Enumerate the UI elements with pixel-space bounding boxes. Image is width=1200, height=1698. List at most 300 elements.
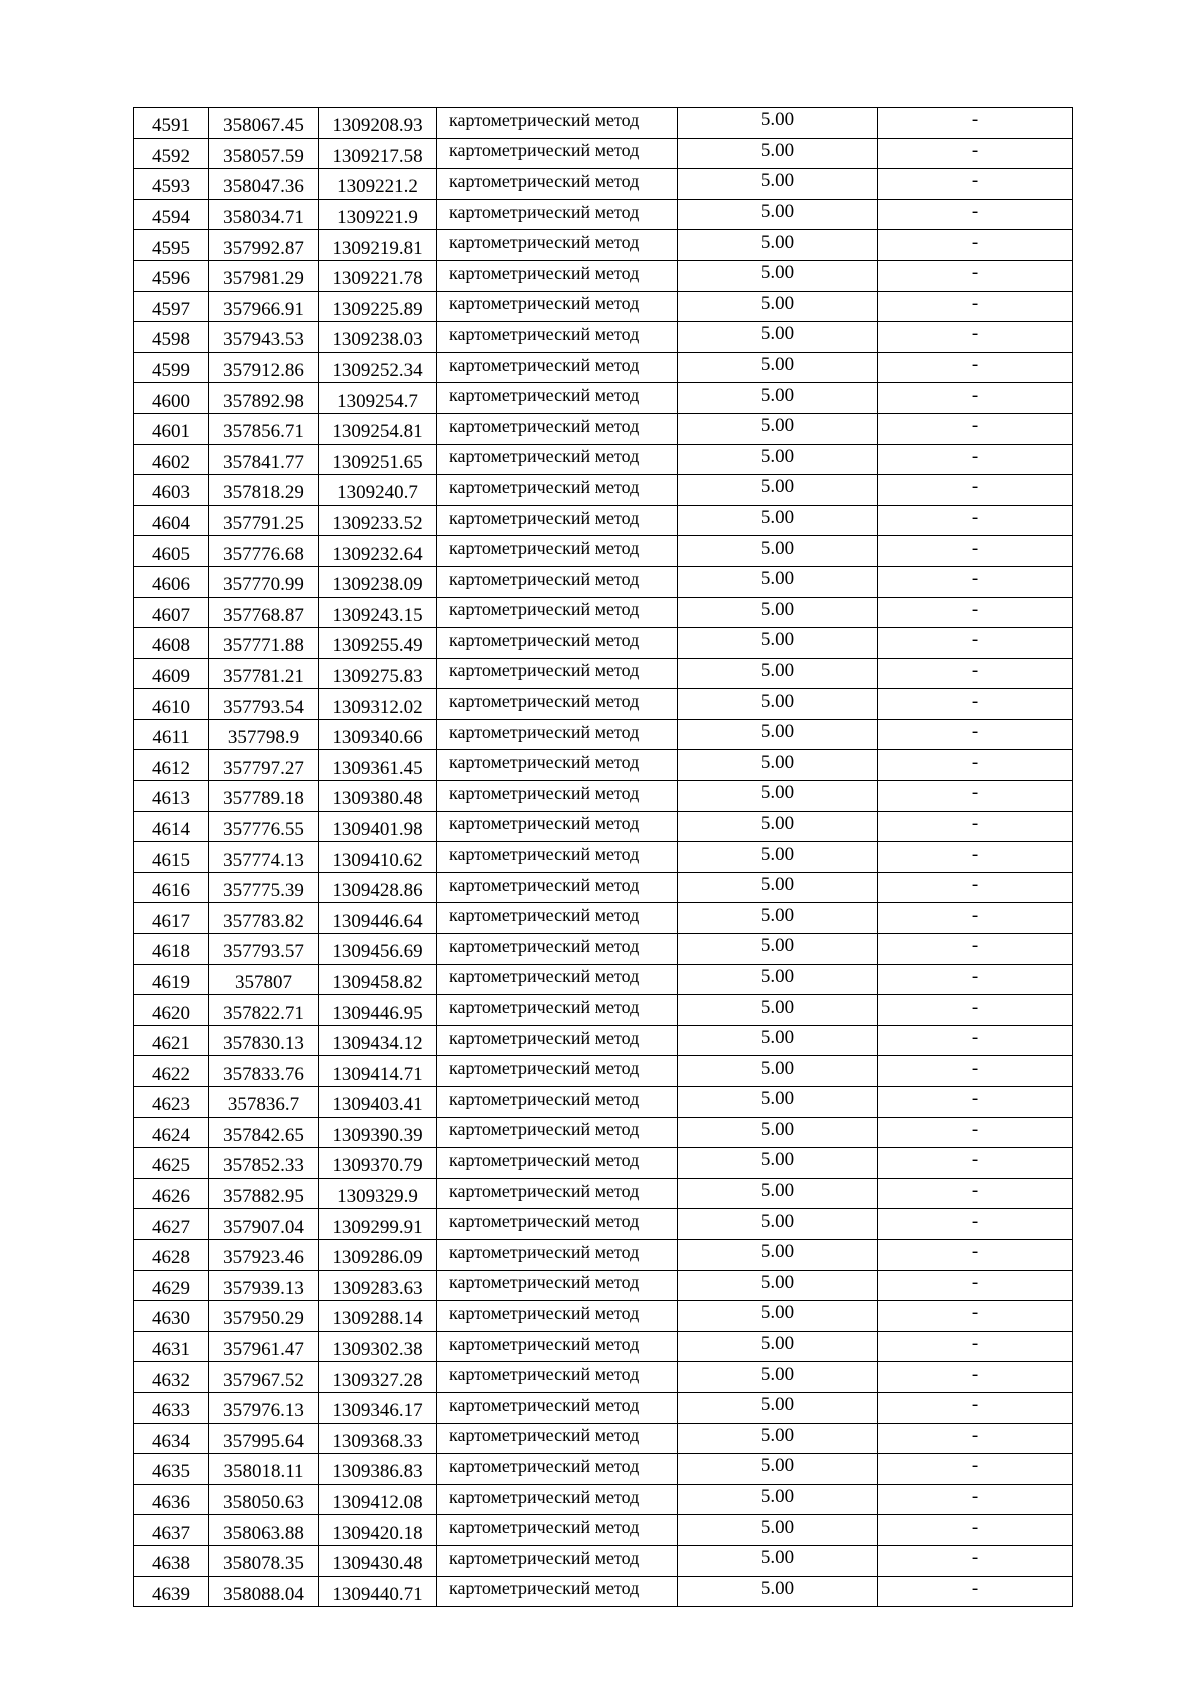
description-cell: - xyxy=(878,1576,1073,1607)
point-number-cell: 4628 xyxy=(134,1239,209,1270)
table-row xyxy=(134,1148,1073,1179)
method-cell: картометрический метод xyxy=(437,352,678,383)
point-number-cell: 4610 xyxy=(134,689,209,720)
y-coordinate-cell: 1309302.38 xyxy=(319,1331,437,1362)
accuracy-cell: 5.00 xyxy=(678,1148,878,1179)
table-row xyxy=(134,169,1073,200)
method-cell: картометрический метод xyxy=(437,1515,678,1546)
y-coordinate-cell: 1309428.86 xyxy=(319,872,437,903)
accuracy-cell: 5.00 xyxy=(678,872,878,903)
y-coordinate-cell: 1309217.58 xyxy=(319,138,437,169)
accuracy-cell: 5.00 xyxy=(678,1025,878,1056)
description-cell: - xyxy=(878,566,1073,597)
y-coordinate-cell: 1309368.33 xyxy=(319,1423,437,1454)
x-coordinate-cell: 357943.53 xyxy=(209,322,319,353)
x-coordinate-cell: 357793.57 xyxy=(209,934,319,965)
accuracy-cell: 5.00 xyxy=(678,811,878,842)
accuracy-cell: 5.00 xyxy=(678,413,878,444)
y-coordinate-cell: 1309410.62 xyxy=(319,842,437,873)
y-coordinate-cell: 1309380.48 xyxy=(319,781,437,812)
table-row xyxy=(134,1178,1073,1209)
y-coordinate-cell: 1309361.45 xyxy=(319,750,437,781)
x-coordinate-cell: 357961.47 xyxy=(209,1331,319,1362)
y-coordinate-cell: 1309458.82 xyxy=(319,964,437,995)
table-row xyxy=(134,658,1073,689)
x-coordinate-cell: 357830.13 xyxy=(209,1025,319,1056)
x-coordinate-cell: 357775.39 xyxy=(209,872,319,903)
table-row xyxy=(134,1239,1073,1270)
table-row xyxy=(134,1576,1073,1607)
point-number-cell: 4592 xyxy=(134,138,209,169)
point-number-cell: 4606 xyxy=(134,566,209,597)
y-coordinate-cell: 1309232.64 xyxy=(319,536,437,567)
accuracy-cell: 5.00 xyxy=(678,1576,878,1607)
point-number-cell: 4625 xyxy=(134,1148,209,1179)
point-number-cell: 4631 xyxy=(134,1331,209,1362)
table-row xyxy=(134,964,1073,995)
method-cell: картометрический метод xyxy=(437,1209,678,1240)
description-cell: - xyxy=(878,291,1073,322)
point-number-cell: 4605 xyxy=(134,536,209,567)
y-coordinate-cell: 1309434.12 xyxy=(319,1025,437,1056)
point-number-cell: 4615 xyxy=(134,842,209,873)
description-cell: - xyxy=(878,1331,1073,1362)
point-number-cell: 4603 xyxy=(134,475,209,506)
table-row xyxy=(134,230,1073,261)
table-row xyxy=(134,1423,1073,1454)
table-row xyxy=(134,260,1073,291)
y-coordinate-cell: 1309327.28 xyxy=(319,1362,437,1393)
accuracy-cell: 5.00 xyxy=(678,903,878,934)
description-cell: - xyxy=(878,934,1073,965)
method-cell: картометрический метод xyxy=(437,169,678,200)
description-cell: - xyxy=(878,1056,1073,1087)
point-number-cell: 4612 xyxy=(134,750,209,781)
table-row xyxy=(134,1545,1073,1576)
point-number-cell: 4633 xyxy=(134,1392,209,1423)
table-row xyxy=(134,352,1073,383)
description-cell: - xyxy=(878,1148,1073,1179)
description-cell: - xyxy=(878,444,1073,475)
y-coordinate-cell: 1309329.9 xyxy=(319,1178,437,1209)
y-coordinate-cell: 1309238.09 xyxy=(319,566,437,597)
method-cell: картометрический метод xyxy=(437,1484,678,1515)
method-cell: картометрический метод xyxy=(437,934,678,965)
table-row xyxy=(134,566,1073,597)
y-coordinate-cell: 1309240.7 xyxy=(319,475,437,506)
accuracy-cell: 5.00 xyxy=(678,1454,878,1485)
accuracy-cell: 5.00 xyxy=(678,322,878,353)
accuracy-cell: 5.00 xyxy=(678,1239,878,1270)
point-number-cell: 4609 xyxy=(134,658,209,689)
method-cell: картометрический метод xyxy=(437,964,678,995)
point-number-cell: 4602 xyxy=(134,444,209,475)
method-cell: картометрический метод xyxy=(437,750,678,781)
accuracy-cell: 5.00 xyxy=(678,1087,878,1118)
point-number-cell: 4620 xyxy=(134,995,209,1026)
accuracy-cell: 5.00 xyxy=(678,964,878,995)
x-coordinate-cell: 357939.13 xyxy=(209,1270,319,1301)
table-row xyxy=(134,1331,1073,1362)
y-coordinate-cell: 1309252.34 xyxy=(319,352,437,383)
x-coordinate-cell: 357966.91 xyxy=(209,291,319,322)
x-coordinate-cell: 357771.88 xyxy=(209,628,319,659)
table-row xyxy=(134,750,1073,781)
x-coordinate-cell: 357842.65 xyxy=(209,1117,319,1148)
point-number-cell: 4630 xyxy=(134,1301,209,1332)
description-cell: - xyxy=(878,719,1073,750)
y-coordinate-cell: 1309346.17 xyxy=(319,1392,437,1423)
table-row xyxy=(134,322,1073,353)
accuracy-cell: 5.00 xyxy=(678,781,878,812)
method-cell: картометрический метод xyxy=(437,1392,678,1423)
point-number-cell: 4608 xyxy=(134,628,209,659)
method-cell: картометрический метод xyxy=(437,138,678,169)
x-coordinate-cell: 357992.87 xyxy=(209,230,319,261)
accuracy-cell: 5.00 xyxy=(678,1056,878,1087)
description-cell: - xyxy=(878,1239,1073,1270)
table-row xyxy=(134,1270,1073,1301)
x-coordinate-cell: 358047.36 xyxy=(209,169,319,200)
point-number-cell: 4591 xyxy=(134,108,209,139)
description-cell: - xyxy=(878,597,1073,628)
x-coordinate-cell: 358067.45 xyxy=(209,108,319,139)
y-coordinate-cell: 1309221.9 xyxy=(319,199,437,230)
y-coordinate-cell: 1309401.98 xyxy=(319,811,437,842)
y-coordinate-cell: 1309275.83 xyxy=(319,658,437,689)
point-number-cell: 4623 xyxy=(134,1087,209,1118)
description-cell: - xyxy=(878,1178,1073,1209)
table-row xyxy=(134,719,1073,750)
description-cell: - xyxy=(878,413,1073,444)
method-cell: картометрический метод xyxy=(437,1056,678,1087)
method-cell: картометрический метод xyxy=(437,475,678,506)
x-coordinate-cell: 358018.11 xyxy=(209,1454,319,1485)
y-coordinate-cell: 1309312.02 xyxy=(319,689,437,720)
point-number-cell: 4636 xyxy=(134,1484,209,1515)
description-cell: - xyxy=(878,995,1073,1026)
table-row xyxy=(134,872,1073,903)
y-coordinate-cell: 1309254.81 xyxy=(319,413,437,444)
method-cell: картометрический метод xyxy=(437,1423,678,1454)
point-number-cell: 4597 xyxy=(134,291,209,322)
table-row xyxy=(134,597,1073,628)
point-number-cell: 4638 xyxy=(134,1545,209,1576)
description-cell: - xyxy=(878,475,1073,506)
y-coordinate-cell: 1309221.78 xyxy=(319,260,437,291)
x-coordinate-cell: 358034.71 xyxy=(209,199,319,230)
accuracy-cell: 5.00 xyxy=(678,230,878,261)
x-coordinate-cell: 357836.7 xyxy=(209,1087,319,1118)
method-cell: картометрический метод xyxy=(437,291,678,322)
x-coordinate-cell: 357856.71 xyxy=(209,413,319,444)
description-cell: - xyxy=(878,322,1073,353)
accuracy-cell: 5.00 xyxy=(678,995,878,1026)
y-coordinate-cell: 1309403.41 xyxy=(319,1087,437,1118)
method-cell: картометрический метод xyxy=(437,1087,678,1118)
accuracy-cell: 5.00 xyxy=(678,1423,878,1454)
method-cell: картометрический метод xyxy=(437,597,678,628)
table-row xyxy=(134,1209,1073,1240)
accuracy-cell: 5.00 xyxy=(678,505,878,536)
table-row xyxy=(134,781,1073,812)
method-cell: картометрический метод xyxy=(437,199,678,230)
method-cell: картометрический метод xyxy=(437,1545,678,1576)
y-coordinate-cell: 1309440.71 xyxy=(319,1576,437,1607)
table-row xyxy=(134,505,1073,536)
coordinates-table xyxy=(133,107,1073,1607)
method-cell: картометрический метод xyxy=(437,995,678,1026)
point-number-cell: 4629 xyxy=(134,1270,209,1301)
y-coordinate-cell: 1309251.65 xyxy=(319,444,437,475)
description-cell: - xyxy=(878,1025,1073,1056)
accuracy-cell: 5.00 xyxy=(678,352,878,383)
x-coordinate-cell: 357923.46 xyxy=(209,1239,319,1270)
method-cell: картометрический метод xyxy=(437,1025,678,1056)
table-row xyxy=(134,1117,1073,1148)
x-coordinate-cell: 357822.71 xyxy=(209,995,319,1026)
method-cell: картометрический метод xyxy=(437,1178,678,1209)
accuracy-cell: 5.00 xyxy=(678,1484,878,1515)
description-cell: - xyxy=(878,352,1073,383)
point-number-cell: 4624 xyxy=(134,1117,209,1148)
x-coordinate-cell: 357781.21 xyxy=(209,658,319,689)
accuracy-cell: 5.00 xyxy=(678,444,878,475)
table-row xyxy=(134,108,1073,139)
accuracy-cell: 5.00 xyxy=(678,1301,878,1332)
accuracy-cell: 5.00 xyxy=(678,1515,878,1546)
accuracy-cell: 5.00 xyxy=(678,138,878,169)
accuracy-cell: 5.00 xyxy=(678,169,878,200)
method-cell: картометрический метод xyxy=(437,260,678,291)
point-number-cell: 4601 xyxy=(134,413,209,444)
table-row xyxy=(134,1301,1073,1332)
y-coordinate-cell: 1309254.7 xyxy=(319,383,437,414)
accuracy-cell: 5.00 xyxy=(678,842,878,873)
point-number-cell: 4593 xyxy=(134,169,209,200)
accuracy-cell: 5.00 xyxy=(678,108,878,139)
x-coordinate-cell: 357798.9 xyxy=(209,719,319,750)
accuracy-cell: 5.00 xyxy=(678,566,878,597)
x-coordinate-cell: 357882.95 xyxy=(209,1178,319,1209)
point-number-cell: 4619 xyxy=(134,964,209,995)
x-coordinate-cell: 357852.33 xyxy=(209,1148,319,1179)
x-coordinate-cell: 357950.29 xyxy=(209,1301,319,1332)
x-coordinate-cell: 357976.13 xyxy=(209,1392,319,1423)
method-cell: картометрический метод xyxy=(437,230,678,261)
description-cell: - xyxy=(878,1270,1073,1301)
y-coordinate-cell: 1309390.39 xyxy=(319,1117,437,1148)
method-cell: картометрический метод xyxy=(437,842,678,873)
y-coordinate-cell: 1309370.79 xyxy=(319,1148,437,1179)
description-cell: - xyxy=(878,1362,1073,1393)
description-cell: - xyxy=(878,260,1073,291)
table-row xyxy=(134,1362,1073,1393)
accuracy-cell: 5.00 xyxy=(678,536,878,567)
table-row xyxy=(134,413,1073,444)
description-cell: - xyxy=(878,964,1073,995)
point-number-cell: 4622 xyxy=(134,1056,209,1087)
point-number-cell: 4637 xyxy=(134,1515,209,1546)
accuracy-cell: 5.00 xyxy=(678,1178,878,1209)
accuracy-cell: 5.00 xyxy=(678,1117,878,1148)
point-number-cell: 4600 xyxy=(134,383,209,414)
x-coordinate-cell: 357793.54 xyxy=(209,689,319,720)
table-row xyxy=(134,903,1073,934)
description-cell: - xyxy=(878,505,1073,536)
point-number-cell: 4596 xyxy=(134,260,209,291)
x-coordinate-cell: 357967.52 xyxy=(209,1362,319,1393)
accuracy-cell: 5.00 xyxy=(678,1270,878,1301)
method-cell: картометрический метод xyxy=(437,108,678,139)
method-cell: картометрический метод xyxy=(437,383,678,414)
x-coordinate-cell: 357783.82 xyxy=(209,903,319,934)
point-number-cell: 4604 xyxy=(134,505,209,536)
description-cell: - xyxy=(878,872,1073,903)
description-cell: - xyxy=(878,628,1073,659)
y-coordinate-cell: 1309446.64 xyxy=(319,903,437,934)
x-coordinate-cell: 357774.13 xyxy=(209,842,319,873)
point-number-cell: 4595 xyxy=(134,230,209,261)
method-cell: картометрический метод xyxy=(437,719,678,750)
method-cell: картометрический метод xyxy=(437,1117,678,1148)
y-coordinate-cell: 1309238.03 xyxy=(319,322,437,353)
accuracy-cell: 5.00 xyxy=(678,291,878,322)
x-coordinate-cell: 357912.86 xyxy=(209,352,319,383)
description-cell: - xyxy=(878,1423,1073,1454)
description-cell: - xyxy=(878,536,1073,567)
y-coordinate-cell: 1309283.63 xyxy=(319,1270,437,1301)
table-row xyxy=(134,1392,1073,1423)
description-cell: - xyxy=(878,1087,1073,1118)
table-row xyxy=(134,138,1073,169)
point-number-cell: 4626 xyxy=(134,1178,209,1209)
y-coordinate-cell: 1309208.93 xyxy=(319,108,437,139)
table-row xyxy=(134,383,1073,414)
method-cell: картометрический метод xyxy=(437,903,678,934)
table-row xyxy=(134,1515,1073,1546)
point-number-cell: 4616 xyxy=(134,872,209,903)
x-coordinate-cell: 357833.76 xyxy=(209,1056,319,1087)
table-row xyxy=(134,1056,1073,1087)
table-row xyxy=(134,934,1073,965)
point-number-cell: 4594 xyxy=(134,199,209,230)
method-cell: картометрический метод xyxy=(437,811,678,842)
table-row xyxy=(134,1025,1073,1056)
description-cell: - xyxy=(878,1454,1073,1485)
x-coordinate-cell: 358050.63 xyxy=(209,1484,319,1515)
table-row xyxy=(134,444,1073,475)
x-coordinate-cell: 357789.18 xyxy=(209,781,319,812)
y-coordinate-cell: 1309446.95 xyxy=(319,995,437,1026)
method-cell: картометрический метод xyxy=(437,566,678,597)
accuracy-cell: 5.00 xyxy=(678,260,878,291)
x-coordinate-cell: 357791.25 xyxy=(209,505,319,536)
point-number-cell: 4627 xyxy=(134,1209,209,1240)
y-coordinate-cell: 1309299.91 xyxy=(319,1209,437,1240)
y-coordinate-cell: 1309243.15 xyxy=(319,597,437,628)
point-number-cell: 4599 xyxy=(134,352,209,383)
description-cell: - xyxy=(878,842,1073,873)
table-row xyxy=(134,689,1073,720)
y-coordinate-cell: 1309221.2 xyxy=(319,169,437,200)
point-number-cell: 4634 xyxy=(134,1423,209,1454)
method-cell: картометрический метод xyxy=(437,322,678,353)
x-coordinate-cell: 357776.68 xyxy=(209,536,319,567)
point-number-cell: 4611 xyxy=(134,719,209,750)
description-cell: - xyxy=(878,230,1073,261)
y-coordinate-cell: 1309286.09 xyxy=(319,1239,437,1270)
y-coordinate-cell: 1309386.83 xyxy=(319,1454,437,1485)
x-coordinate-cell: 358063.88 xyxy=(209,1515,319,1546)
description-cell: - xyxy=(878,750,1073,781)
accuracy-cell: 5.00 xyxy=(678,658,878,689)
table-row xyxy=(134,475,1073,506)
accuracy-cell: 5.00 xyxy=(678,1331,878,1362)
point-number-cell: 4614 xyxy=(134,811,209,842)
method-cell: картометрический метод xyxy=(437,689,678,720)
table-row xyxy=(134,199,1073,230)
point-number-cell: 4613 xyxy=(134,781,209,812)
accuracy-cell: 5.00 xyxy=(678,689,878,720)
accuracy-cell: 5.00 xyxy=(678,383,878,414)
description-cell: - xyxy=(878,1545,1073,1576)
accuracy-cell: 5.00 xyxy=(678,628,878,659)
method-cell: картометрический метод xyxy=(437,505,678,536)
accuracy-cell: 5.00 xyxy=(678,934,878,965)
y-coordinate-cell: 1309255.49 xyxy=(319,628,437,659)
point-number-cell: 4607 xyxy=(134,597,209,628)
description-cell: - xyxy=(878,108,1073,139)
description-cell: - xyxy=(878,1484,1073,1515)
description-cell: - xyxy=(878,811,1073,842)
point-number-cell: 4598 xyxy=(134,322,209,353)
method-cell: картометрический метод xyxy=(437,1454,678,1485)
y-coordinate-cell: 1309233.52 xyxy=(319,505,437,536)
coordinates-table-body xyxy=(134,108,1073,1607)
accuracy-cell: 5.00 xyxy=(678,597,878,628)
y-coordinate-cell: 1309430.48 xyxy=(319,1545,437,1576)
point-number-cell: 4635 xyxy=(134,1454,209,1485)
x-coordinate-cell: 358078.35 xyxy=(209,1545,319,1576)
method-cell: картометрический метод xyxy=(437,413,678,444)
description-cell: - xyxy=(878,1209,1073,1240)
y-coordinate-cell: 1309414.71 xyxy=(319,1056,437,1087)
x-coordinate-cell: 358088.04 xyxy=(209,1576,319,1607)
accuracy-cell: 5.00 xyxy=(678,1209,878,1240)
accuracy-cell: 5.00 xyxy=(678,475,878,506)
method-cell: картометрический метод xyxy=(437,628,678,659)
x-coordinate-cell: 357907.04 xyxy=(209,1209,319,1240)
x-coordinate-cell: 357841.77 xyxy=(209,444,319,475)
x-coordinate-cell: 357797.27 xyxy=(209,750,319,781)
method-cell: картометрический метод xyxy=(437,781,678,812)
method-cell: картометрический метод xyxy=(437,1239,678,1270)
point-number-cell: 4618 xyxy=(134,934,209,965)
point-number-cell: 4632 xyxy=(134,1362,209,1393)
x-coordinate-cell: 357768.87 xyxy=(209,597,319,628)
method-cell: картометрический метод xyxy=(437,444,678,475)
description-cell: - xyxy=(878,689,1073,720)
method-cell: картометрический метод xyxy=(437,1148,678,1179)
description-cell: - xyxy=(878,1515,1073,1546)
y-coordinate-cell: 1309456.69 xyxy=(319,934,437,965)
point-number-cell: 4639 xyxy=(134,1576,209,1607)
y-coordinate-cell: 1309340.66 xyxy=(319,719,437,750)
table-row xyxy=(134,995,1073,1026)
description-cell: - xyxy=(878,1392,1073,1423)
method-cell: картометрический метод xyxy=(437,1301,678,1332)
